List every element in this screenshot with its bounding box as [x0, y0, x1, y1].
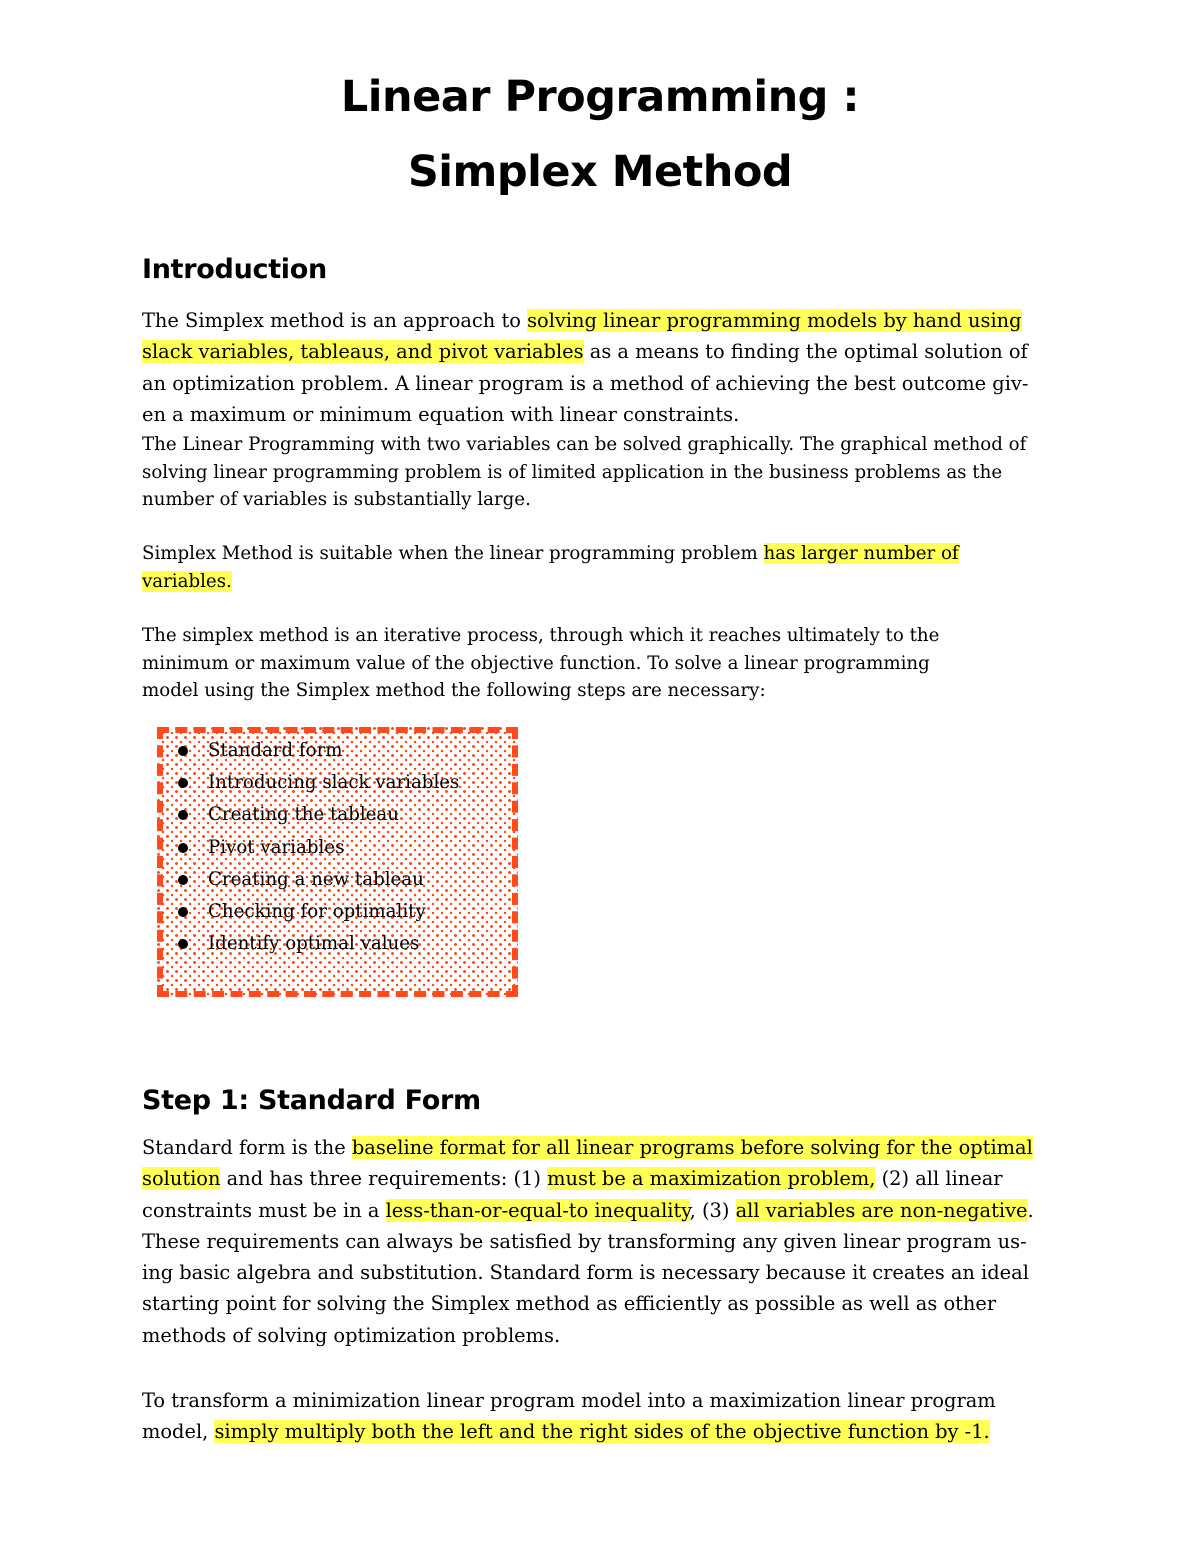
text-line	[142, 540, 1057, 568]
highlighted-text: less-than-or-equal-to inequality	[385, 1198, 690, 1222]
bullet-icon	[178, 810, 188, 820]
text-run: The Simplex method is an approach to	[142, 309, 528, 332]
text-line	[142, 1132, 1057, 1163]
highlighted-text: simply multiply both the left and the right sides of the objective function by -1.	[214, 1420, 990, 1444]
list-item	[176, 864, 459, 896]
step1-heading: Step 1: Standard Form	[142, 1085, 481, 1116]
highlighted-text: all variables are non-negative	[735, 1198, 1028, 1222]
text-line: These requirements can always be satisfied by transforming any given linear program us-	[142, 1229, 1027, 1253]
text-line: methods of solving optimization problems.	[142, 1323, 561, 1347]
text-line: an optimization problem. A linear program is a method of achieving the best outcome giv-	[142, 371, 1029, 395]
text-line	[142, 305, 1057, 336]
list-item-label: Introducing slack variables	[208, 772, 460, 794]
text-line	[142, 1416, 1057, 1447]
text-line: ing basic algebra and substitution. Standard form is necessary because it creates an ideal	[142, 1261, 1029, 1285]
text-run: .	[1027, 1198, 1034, 1222]
text-run: Standard form is the	[142, 1136, 352, 1159]
text-line: number of variables is substantially large.	[142, 489, 531, 511]
text-run: Simplex Method is suitable when the linear programming problem	[142, 543, 764, 564]
text-line	[142, 568, 1057, 596]
text-run: model,	[142, 1420, 215, 1444]
text-line: model using the Simplex method the following steps are necessary:	[142, 680, 766, 702]
text-run: as a means to finding the optimal solution of	[583, 340, 1028, 364]
text-run: (2) all linear	[875, 1167, 1003, 1191]
text-line: solving linear programming problem is of limited application in the business problems as the	[142, 461, 1003, 483]
page-title-line-1: Linear Programming :	[340, 72, 860, 122]
intro-paragraph-1	[142, 305, 1057, 430]
list-item-label: Creating a new tableau	[208, 868, 424, 890]
bullet-icon	[178, 778, 188, 788]
step1-paragraph-1	[142, 1132, 1057, 1351]
bullet-icon	[178, 939, 188, 949]
list-item-label: Standard form	[208, 740, 343, 761]
list-item-label: Creating the tableau	[208, 804, 399, 826]
highlighted-text: solving linear programming models by hand using	[527, 309, 1022, 332]
highlighted-text: baseline format for all linear programs before solving for the optimal	[351, 1136, 1033, 1159]
list-item	[176, 896, 459, 928]
list-item	[176, 735, 459, 767]
text-run: constraints must be in a	[142, 1198, 386, 1222]
list-item	[176, 928, 459, 960]
intro-paragraph-4	[142, 622, 1057, 705]
text-line: To transform a minimization linear program model into a maximization linear program	[142, 1389, 996, 1412]
text-line: minimum or maximum value of the objective function. To solve a linear programming	[142, 652, 930, 674]
page-title-line-2: Simplex Method	[407, 147, 793, 197]
bullet-icon	[178, 843, 188, 853]
bullet-icon	[178, 875, 188, 885]
list-item-label: Identify optimal values	[208, 933, 420, 955]
bullet-icon	[178, 907, 188, 917]
text-line: starting point for solving the Simplex method as efficiently as possible as well as other	[142, 1292, 997, 1316]
highlighted-text: solution	[142, 1167, 221, 1191]
list-item	[176, 799, 459, 831]
step1-paragraph-2	[142, 1385, 1057, 1448]
highlighted-text: variables.	[142, 570, 232, 592]
text-line	[142, 1195, 1057, 1226]
bullet-icon	[178, 746, 188, 756]
text-line: The simplex method is an iterative process, through which it reaches ultimately to the	[142, 625, 940, 646]
list-item-label: Pivot variables	[208, 836, 345, 858]
text-run: and has three requirements: (1)	[220, 1167, 548, 1191]
list-item	[176, 832, 459, 864]
steps-list	[176, 735, 459, 960]
list-item	[176, 767, 459, 799]
list-item-label: Checking for optimality	[208, 901, 426, 923]
text-run: , (3)	[689, 1198, 736, 1222]
text-line	[142, 1163, 1057, 1194]
text-line: en a maximum or minimum equation with linear constraints.	[142, 402, 740, 426]
intro-paragraph-2	[142, 431, 1057, 514]
text-line: The Linear Programming with two variables can be solved graphically. The graphical method of	[142, 434, 1027, 455]
introduction-heading: Introduction	[142, 254, 327, 285]
highlighted-text: has larger number of	[763, 543, 959, 564]
intro-paragraph-3	[142, 540, 1057, 595]
highlighted-text: must be a maximization problem,	[547, 1167, 876, 1191]
text-line	[142, 336, 1057, 367]
highlighted-text: slack variables, tableaus, and pivot variables	[142, 340, 584, 364]
